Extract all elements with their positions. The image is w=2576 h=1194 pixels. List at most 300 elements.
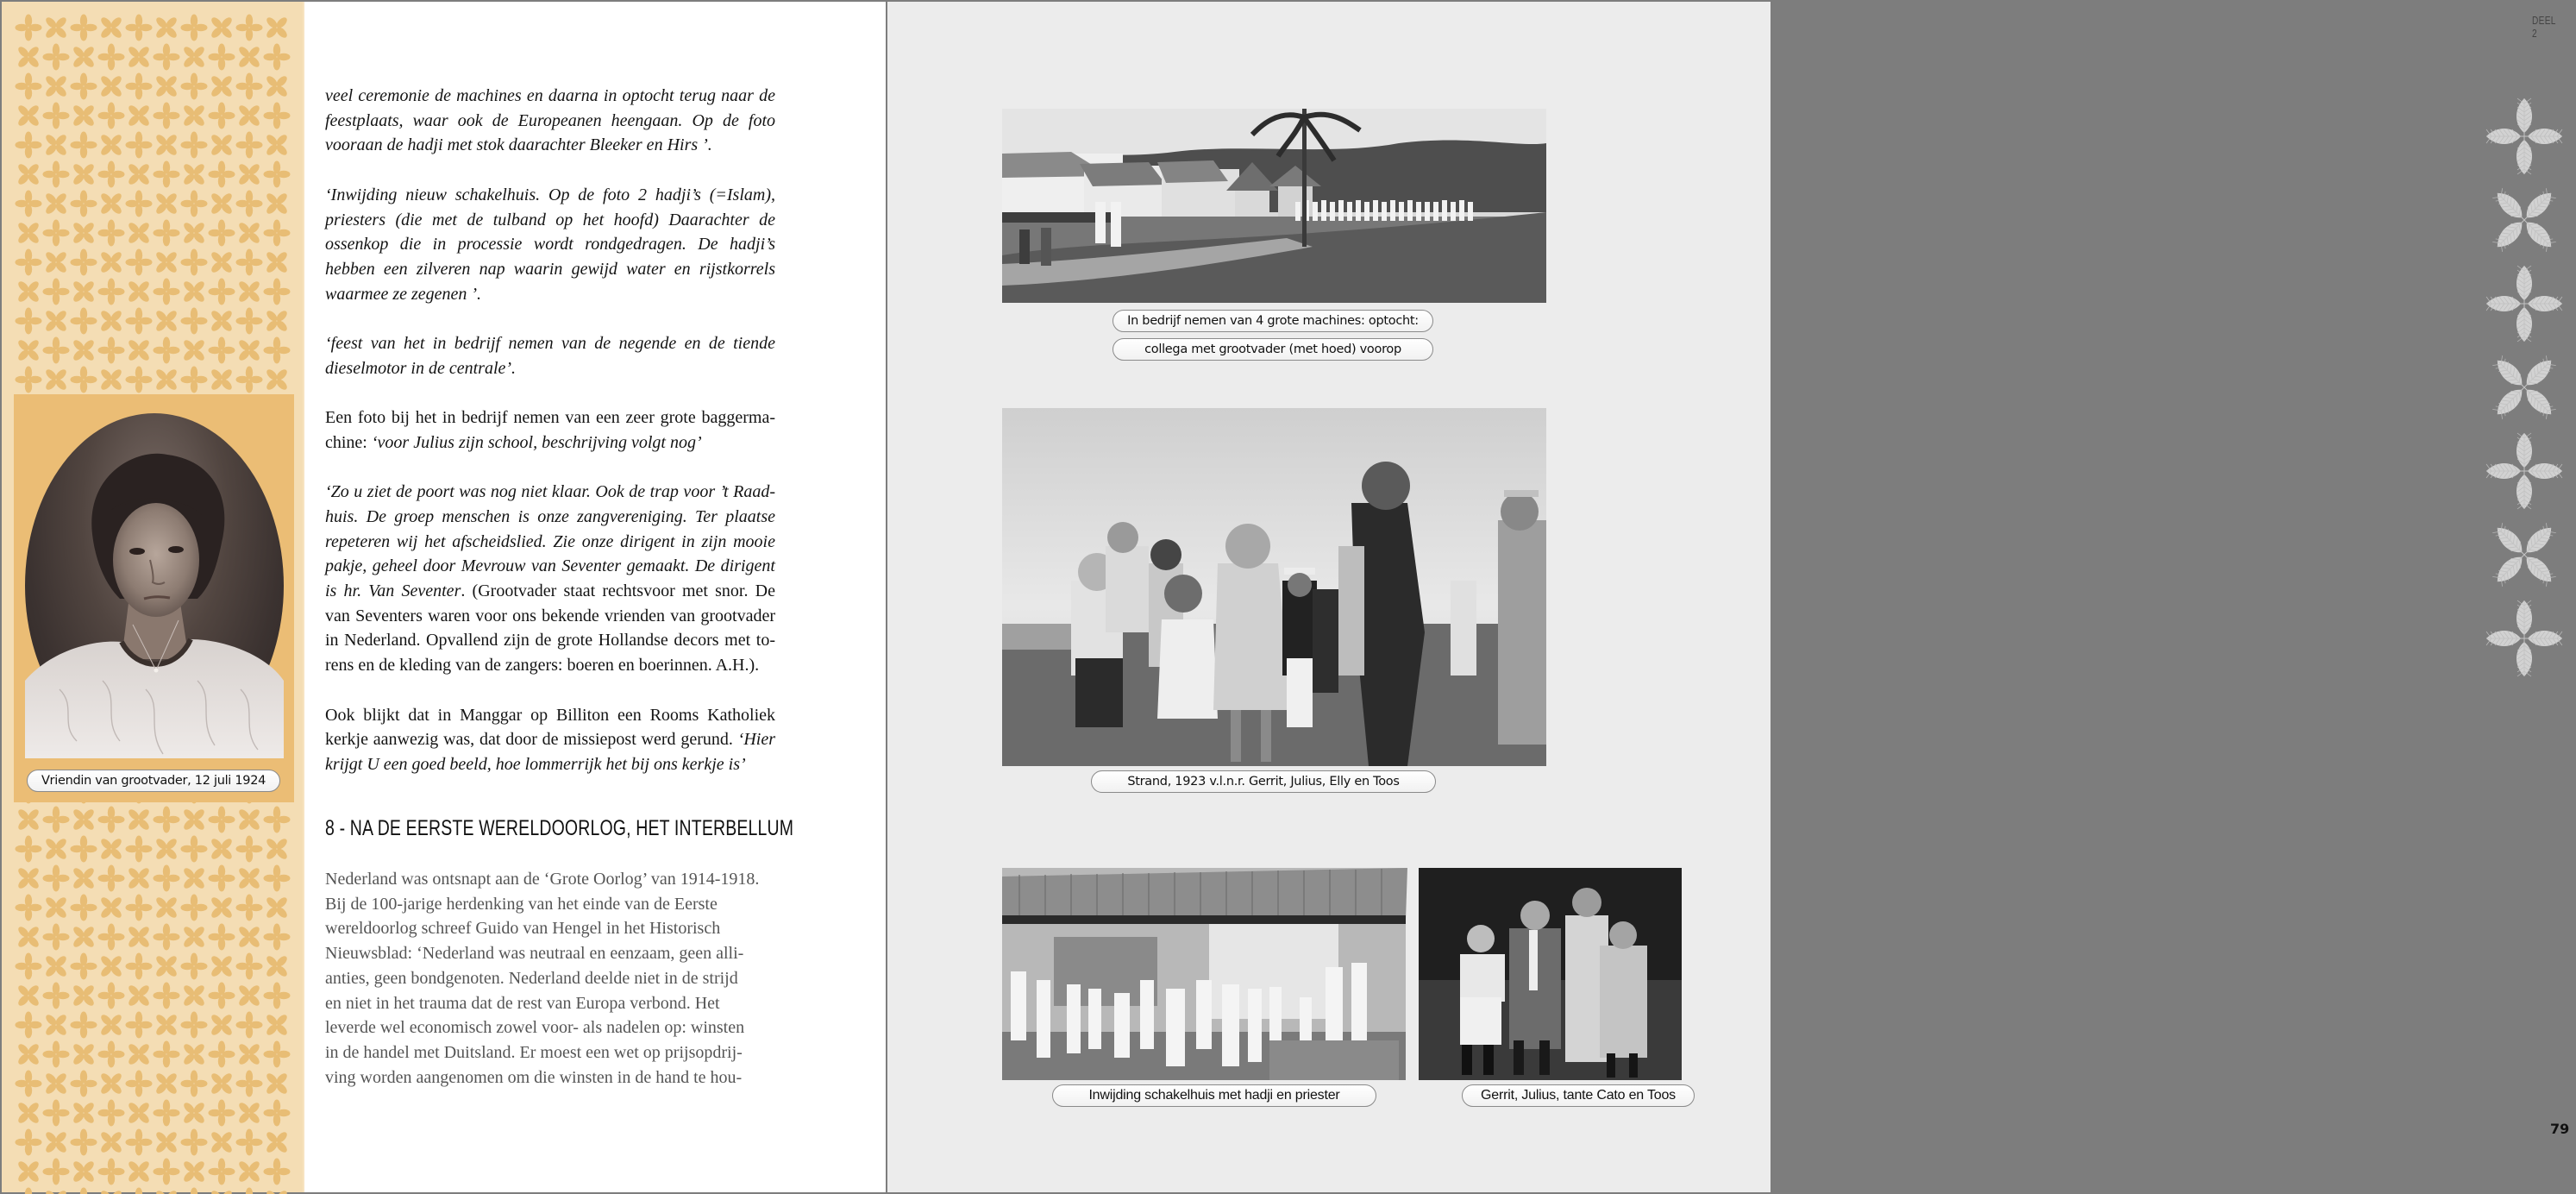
flower-motif xyxy=(16,73,42,100)
flower-motif xyxy=(154,368,179,392)
flower-motif xyxy=(182,45,206,69)
narrative-text: . (Grootvader staat rechtsvoor met snor. De van Seventers waren voor ons bekende vrienden van grootvader in Nederland. Opvallend zijn de grote Hollandse decors met torens en de kleding van de zangers: boeren en boerinnen. A.H.). xyxy=(325,581,775,676)
narrative-text: Een foto bij het in bedrijf nemen van een zeer grote baggermachine: xyxy=(325,408,775,452)
flower-motif xyxy=(264,161,291,188)
flower-motif xyxy=(265,1130,289,1154)
flower-motif xyxy=(181,191,208,217)
flower-motif xyxy=(44,1130,68,1154)
flower-motif xyxy=(265,1013,289,1037)
flower-motif xyxy=(16,866,41,890)
chapter-body-line: Bij de 100-jarige herdenking van het einde van de Eerste xyxy=(325,894,718,914)
flower-motif xyxy=(210,837,234,861)
flower-motif xyxy=(43,279,70,305)
flower-motif xyxy=(210,1189,234,1194)
portrait-photo-card xyxy=(14,394,294,802)
flower-motif xyxy=(265,1189,289,1194)
palm-leaf-ornament xyxy=(2486,600,2562,676)
quoted-text: ‘Inwijding nieuw schakelhuis. Op de foto 2 hadji’s (=Islam), priesters (die met de tulband op het hoofd) Daarachter de ossenkop die in processie wordt rondgedragen. De hadji’s hebben een zilveren nap waarin gewijd water en rijstkorrels waarmee ze zegenen ’. xyxy=(325,185,775,304)
flower-motif xyxy=(44,74,68,98)
flower-motif xyxy=(72,925,96,949)
flower-motif xyxy=(237,866,261,890)
flower-motif xyxy=(16,953,42,980)
flower-motif xyxy=(98,161,125,188)
flower-motif xyxy=(127,925,151,949)
chapter-body-text xyxy=(325,867,774,1090)
flower-motif xyxy=(44,837,68,861)
flower-motif xyxy=(126,249,153,276)
flower-motif xyxy=(182,983,206,1008)
flower-motif xyxy=(43,924,70,951)
flower-motif xyxy=(154,1130,179,1154)
flower-motif xyxy=(265,954,289,978)
flower-motif xyxy=(236,191,263,217)
photo-family-illustration xyxy=(1419,868,1682,1080)
palm-leaf-ornament-column xyxy=(2473,105,2576,709)
flower-motif xyxy=(99,1013,123,1037)
flower-motif xyxy=(71,191,97,217)
chapter-body-line: Nederland was ontsnapt aan de ‘Grote Oorlog’ van 1914-1918. xyxy=(325,870,760,889)
photo-beach xyxy=(1002,408,1546,766)
body-paragraph xyxy=(325,183,775,307)
body-paragraph xyxy=(325,84,775,158)
flower-motif xyxy=(237,1159,261,1184)
flower-motif xyxy=(71,1071,97,1097)
flower-motif xyxy=(154,1100,180,1127)
portrait-caption: Vriendin van grootvader, 12 juli 1924 xyxy=(27,770,280,792)
flower-motif xyxy=(16,45,41,69)
flower-motif xyxy=(98,1159,125,1185)
flower-motif xyxy=(182,866,206,890)
flower-motif xyxy=(43,1041,70,1068)
flower-motif xyxy=(154,1159,180,1185)
flower-motif xyxy=(126,895,153,921)
flower-motif xyxy=(44,133,68,157)
flower-motif xyxy=(43,44,70,71)
photo-procession-illustration xyxy=(1002,109,1546,303)
flower-motif xyxy=(236,836,263,863)
flower-motif xyxy=(154,837,179,861)
flower-motif xyxy=(127,1159,151,1184)
flower-motif xyxy=(71,132,97,159)
flower-motif xyxy=(154,74,179,98)
photo-switch-house-illustration xyxy=(1002,868,1406,1080)
flower-motif xyxy=(99,1130,123,1154)
flower-motif xyxy=(182,1159,206,1184)
flower-motif xyxy=(71,367,97,393)
chapter-body-line: anties, geen bondgenoten. Nederland deelde niet in de strijd xyxy=(325,968,738,988)
flower-motif xyxy=(154,44,180,71)
flower-motif xyxy=(209,161,235,188)
flower-motif xyxy=(236,73,263,100)
flower-motif xyxy=(181,953,208,980)
flower-motif xyxy=(237,1042,261,1066)
palm-leaf-ornament xyxy=(2486,98,2562,174)
book-spread xyxy=(2,2,2570,1192)
flower-motif xyxy=(154,1071,179,1096)
flower-motif xyxy=(264,983,291,1009)
flower-motif xyxy=(236,1129,263,1156)
flower-motif xyxy=(72,162,96,186)
flower-motif xyxy=(181,15,208,41)
flower-motif xyxy=(126,1188,153,1194)
flower-motif xyxy=(71,15,97,41)
flower-motif xyxy=(210,74,234,98)
flower-motif xyxy=(237,338,261,362)
chapter-body-line: en niet in het trauma dat de rest van Europa verbond. Het xyxy=(325,993,720,1013)
palm-leaf-ornament xyxy=(2486,266,2562,342)
body-paragraph xyxy=(325,480,775,678)
flower-motif xyxy=(154,133,179,157)
flower-motif xyxy=(154,309,179,333)
flower-motif xyxy=(182,1101,206,1125)
flower-motif xyxy=(154,279,180,305)
flower-motif xyxy=(16,836,42,863)
flower-motif xyxy=(72,983,96,1008)
flower-motif xyxy=(43,103,70,129)
flower-motif xyxy=(126,1129,153,1156)
flower-motif xyxy=(126,191,153,217)
flower-motif xyxy=(98,1041,125,1068)
flower-motif xyxy=(237,221,261,245)
flower-motif xyxy=(44,954,68,978)
flower-motif xyxy=(16,983,41,1008)
flower-motif xyxy=(182,338,206,362)
flower-motif xyxy=(16,132,42,159)
flower-motif xyxy=(16,15,42,41)
flower-motif xyxy=(16,808,41,832)
flower-motif xyxy=(264,1100,291,1127)
chapter-body-line: ving worden aangenomen om die winsten in de hand te hou- xyxy=(325,1067,743,1087)
palm-leaf-ornament xyxy=(2492,355,2557,420)
flower-motif xyxy=(44,1189,68,1194)
flower-motif xyxy=(181,836,208,863)
flower-motif xyxy=(209,1041,235,1068)
flower-motif xyxy=(209,865,235,892)
flower-motif xyxy=(265,896,289,920)
quoted-text: ‘feest van het in bedrijf nemen van de negende en de tiende dieselmotor in de centrale’. xyxy=(325,334,775,378)
flower-motif xyxy=(210,16,234,40)
body-paragraph xyxy=(325,405,775,455)
flower-motif xyxy=(182,104,206,128)
flower-motif xyxy=(209,44,235,71)
flower-motif xyxy=(127,221,151,245)
flower-motif xyxy=(264,865,291,892)
flower-motif xyxy=(265,837,289,861)
body-text-column xyxy=(325,84,775,801)
flower-motif xyxy=(210,1013,234,1037)
flower-motif xyxy=(181,1129,208,1156)
flower-motif xyxy=(16,308,42,335)
flower-motif xyxy=(43,865,70,892)
flower-motif xyxy=(154,192,179,216)
flower-motif xyxy=(181,308,208,335)
flower-motif xyxy=(98,924,125,951)
flower-motif xyxy=(182,808,206,832)
quoted-text: ‘Hier krijgt U een goed beeld, hoe lommerrijk het bij ons kerkje is’ xyxy=(325,730,775,774)
flower-motif xyxy=(154,896,179,920)
flower-motif xyxy=(126,953,153,980)
flower-motif xyxy=(264,220,291,247)
flower-motif xyxy=(72,338,96,362)
flower-motif xyxy=(71,1129,97,1156)
flower-motif xyxy=(210,309,234,333)
flower-motif xyxy=(98,44,125,71)
flower-motif xyxy=(127,45,151,69)
flower-motif xyxy=(236,895,263,921)
flower-motif xyxy=(264,103,291,129)
flower-motif xyxy=(71,953,97,980)
flower-motif xyxy=(264,924,291,951)
flower-motif xyxy=(71,73,97,100)
flower-motif xyxy=(72,280,96,304)
flower-motif xyxy=(154,103,180,129)
flower-motif xyxy=(16,1159,41,1184)
flower-motif xyxy=(182,280,206,304)
flower-motif xyxy=(71,895,97,921)
flower-motif xyxy=(236,367,263,393)
decorative-sidebar xyxy=(2,2,304,1192)
narrative-text: Ook blijkt dat in Manggar op Billiton een Rooms Katholiek kerkje aanwezig was, dat door de missiepost werd gerund. xyxy=(325,705,775,750)
flower-motif xyxy=(99,133,123,157)
chapter-body-line: leverde wel economisch zowel voor- als nadelen op: winsten xyxy=(325,1018,745,1038)
flower-motif xyxy=(72,1159,96,1184)
palm-leaf-ornament xyxy=(2486,433,2562,509)
flower-motif xyxy=(210,192,234,216)
flower-motif xyxy=(72,808,96,832)
chapter-heading: 8 - NA DE EERSTE WERELDOORLOG, HET INTERBELLUM xyxy=(325,816,794,840)
flower-motif xyxy=(99,837,123,861)
flower-motif xyxy=(72,104,96,128)
flower-motif xyxy=(127,104,151,128)
flower-motif xyxy=(265,192,289,216)
flower-motif xyxy=(99,954,123,978)
flower-motif xyxy=(154,16,179,40)
photo-switch-house-caption: Inwijding schakelhuis met hadji en priester xyxy=(1052,1084,1376,1107)
flower-motif xyxy=(237,808,261,832)
flower-motif xyxy=(181,1012,208,1039)
flower-motif xyxy=(237,162,261,186)
flower-motif xyxy=(126,367,153,393)
flower-motif xyxy=(43,161,70,188)
flower-motif xyxy=(16,221,41,245)
flower-motif xyxy=(236,132,263,159)
flower-motif xyxy=(98,1100,125,1127)
flower-motif xyxy=(210,250,234,274)
flower-motif xyxy=(16,338,41,362)
flower-motif xyxy=(236,953,263,980)
palm-leaf-ornament xyxy=(2492,523,2557,588)
flower-motif xyxy=(154,865,180,892)
flower-motif xyxy=(44,309,68,333)
flower-motif xyxy=(209,1100,235,1127)
flower-motif xyxy=(265,250,289,274)
flower-motif xyxy=(43,807,70,833)
flower-motif xyxy=(99,309,123,333)
flower-motif xyxy=(237,280,261,304)
flower-motif xyxy=(127,338,151,362)
quoted-text: ‘Zo u ziet de poort was nog niet klaar. Ook de trap voor ’t Raadhuis. De groep menschen is onze zangvereniging. Ter plaatse repeteren wij het afscheidslied. Zie onze dirigent in zijn mooie pakje, geheel door Mevrouw van Seventer gemaakt. De dirigent is hr. Van Seventer xyxy=(325,482,775,600)
flower-motif xyxy=(154,161,180,188)
flower-motif xyxy=(182,162,206,186)
photo-procession-caption-line-1: In bedrijf nemen van 4 grote machines: optocht: xyxy=(1113,310,1433,332)
flower-motif xyxy=(154,220,180,247)
chapter-body-line: in de handel met Duitsland. Er moest een wet op prijsopdrij- xyxy=(325,1042,743,1062)
quoted-text: veel ceremonie de machines en daarna in optocht terug naar de feestplaats, waar ook de Europeanen heengaan. Op de foto vooraan de hadji met stok daarachter Bleeker en Hirs ’. xyxy=(325,86,775,155)
quoted-text: ‘voor Julius zijn school, beschrijving volgt nog’ xyxy=(371,432,702,452)
flower-motif xyxy=(127,866,151,890)
flower-motif xyxy=(154,1013,179,1037)
body-paragraph xyxy=(325,703,775,777)
flower-motif xyxy=(182,1042,206,1066)
flower-motif xyxy=(16,280,41,304)
flower-motif xyxy=(16,249,42,276)
flower-motif xyxy=(72,1042,96,1066)
flower-motif xyxy=(98,337,125,364)
flower-motif xyxy=(71,836,97,863)
flower-motif xyxy=(126,1012,153,1039)
flower-motif xyxy=(209,983,235,1009)
flower-motif xyxy=(209,103,235,129)
flower-motif xyxy=(44,1071,68,1096)
page-number: 79 xyxy=(2550,1121,2570,1137)
flower-motif xyxy=(127,808,151,832)
flower-motif xyxy=(265,309,289,333)
flower-motif xyxy=(154,954,179,978)
flower-motif xyxy=(71,308,97,335)
flower-motif xyxy=(181,132,208,159)
flower-motif xyxy=(72,221,96,245)
flower-motif xyxy=(71,1012,97,1039)
flower-motif xyxy=(181,1188,208,1194)
flower-motif xyxy=(237,45,261,69)
flower-motif xyxy=(16,1188,42,1194)
flower-motif xyxy=(126,132,153,159)
palm-leaf-ornament xyxy=(2492,188,2557,253)
flower-motif xyxy=(264,1041,291,1068)
flower-motif xyxy=(154,250,179,274)
flower-motif xyxy=(16,104,41,128)
flower-motif xyxy=(209,924,235,951)
flower-motif xyxy=(44,368,68,392)
flower-motif xyxy=(43,1159,70,1185)
flower-motif xyxy=(44,250,68,274)
flower-motif xyxy=(127,162,151,186)
flower-motif xyxy=(265,74,289,98)
flower-motif xyxy=(98,865,125,892)
flower-motif xyxy=(209,1159,235,1185)
flower-motif xyxy=(182,925,206,949)
flower-motif xyxy=(127,1101,151,1125)
flower-motif xyxy=(16,191,42,217)
flower-motif xyxy=(99,74,123,98)
flower-motif xyxy=(99,368,123,392)
flower-motif xyxy=(181,1071,208,1097)
flower-motif xyxy=(127,1042,151,1066)
flower-motif xyxy=(236,1071,263,1097)
flower-motif xyxy=(71,1188,97,1194)
chapter-body-line: wereldoorlog schreef Guido van Hengel in het Historisch xyxy=(325,919,721,939)
flower-motif xyxy=(16,162,41,186)
flower-motif xyxy=(154,337,180,364)
flower-motif xyxy=(126,308,153,335)
flower-motif xyxy=(265,16,289,40)
flower-motif xyxy=(236,15,263,41)
flower-motif xyxy=(209,807,235,833)
flower-motif xyxy=(210,1071,234,1096)
flower-motif xyxy=(236,249,263,276)
photo-family-caption: Gerrit, Julius, tante Cato en Toos xyxy=(1462,1084,1695,1107)
flower-motif xyxy=(16,1071,42,1097)
flower-motif xyxy=(237,104,261,128)
flower-motif xyxy=(16,1101,41,1125)
flower-motif xyxy=(210,1130,234,1154)
flower-motif xyxy=(154,983,180,1009)
flower-motif xyxy=(127,280,151,304)
flower-motif xyxy=(99,1189,123,1194)
flower-motif xyxy=(72,45,96,69)
flower-motif xyxy=(126,73,153,100)
flower-motif xyxy=(99,16,123,40)
flower-motif xyxy=(16,925,41,949)
flower-motif xyxy=(72,1101,96,1125)
flower-motif xyxy=(264,279,291,305)
flower-motif xyxy=(98,807,125,833)
flower-motif xyxy=(44,192,68,216)
flower-motif xyxy=(181,895,208,921)
photo-family-portrait xyxy=(1419,868,1682,1080)
flower-motif xyxy=(16,1042,41,1066)
flower-motif xyxy=(209,337,235,364)
right-page xyxy=(887,2,2570,1192)
photo-switch-house-inauguration xyxy=(1002,868,1406,1080)
flower-motif xyxy=(181,367,208,393)
running-header: DEEL 2 xyxy=(2532,14,2556,40)
portrait-photo xyxy=(25,413,284,758)
flower-motif xyxy=(44,1013,68,1037)
flower-motif xyxy=(16,1012,42,1039)
flower-motif xyxy=(181,249,208,276)
flower-motif xyxy=(43,983,70,1009)
flower-motif xyxy=(99,192,123,216)
flower-motif xyxy=(154,1041,180,1068)
flower-motif xyxy=(126,15,153,41)
flower-motif xyxy=(265,1071,289,1096)
flower-motif xyxy=(210,954,234,978)
flower-motif xyxy=(98,983,125,1009)
flower-motif xyxy=(237,1101,261,1125)
flower-motif xyxy=(154,807,180,833)
photo-beach-illustration xyxy=(1002,408,1546,766)
flower-motif xyxy=(126,1071,153,1097)
flower-motif xyxy=(264,337,291,364)
flower-motif xyxy=(16,895,42,921)
flower-motif xyxy=(181,73,208,100)
flower-motif xyxy=(71,249,97,276)
flower-motif xyxy=(98,103,125,129)
flower-motif xyxy=(98,279,125,305)
flower-motif xyxy=(210,896,234,920)
left-page xyxy=(2,2,886,1192)
flower-motif xyxy=(265,133,289,157)
photo-procession xyxy=(1002,109,1546,303)
flower-motif xyxy=(265,368,289,392)
flower-motif xyxy=(43,337,70,364)
flower-motif xyxy=(127,983,151,1008)
flower-motif xyxy=(264,1159,291,1185)
flower-motif xyxy=(99,250,123,274)
photo-beach-caption: Strand, 1923 v.l.n.r. Gerrit, Julius, Elly en Toos xyxy=(1091,770,1436,793)
flower-motif xyxy=(43,1100,70,1127)
